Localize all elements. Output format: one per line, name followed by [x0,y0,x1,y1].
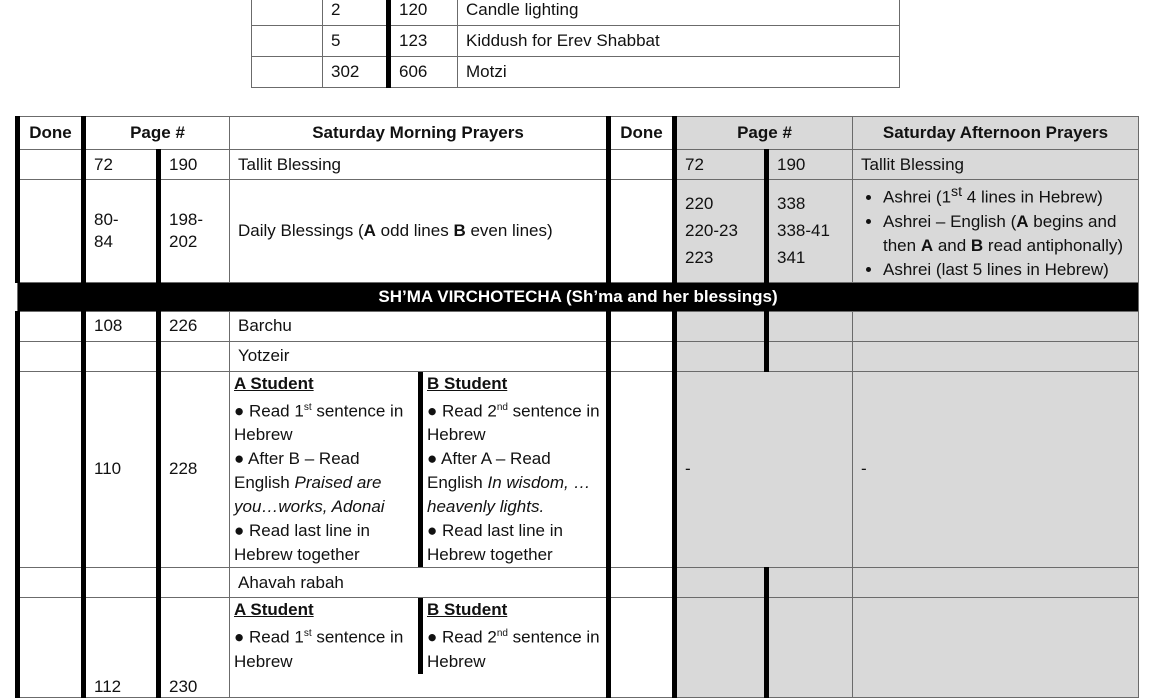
table-row [18,341,1139,371]
done-cell[interactable] [18,598,84,698]
page-cell: 302 [323,57,389,88]
table-row [252,57,900,88]
prayer-name: Yotzeir [230,341,609,371]
a-student-column: A Student ● Read 1st sentence in Hebrew [234,600,404,671]
table-row: 110 228 A Student ● Read 1st sentence in Hebrew ● After B – Read English Praised are you…works, Adonai ● Read last line in Hebrew together B Student ● Read 2nd sentence in Hebrew ● After A – Read English In wisdom, …heavenly lights. ● Read last line in Hebrew together - - [18,371,1139,568]
a-student-column: A Student ● Read 1st sentence in Hebrew ● After B – Read English Praised are you…works, Adonai ● Read last line in Hebrew together [234,373,404,565]
prayer-name: Tallit Blessing [853,150,1139,180]
prayer-name: Kiddush for Erev Shabbat [458,26,900,57]
prayer-name: Ahavah rabah [230,568,609,598]
shabbat-evening-table [251,0,900,88]
page-cell: 606 [389,57,458,88]
prayer-name: Barchu [230,311,609,341]
done-cell[interactable] [18,150,84,180]
b-student-column: B Student ● Read 2nd sentence in Hebrew [418,598,606,674]
done-cell[interactable] [18,311,84,341]
table-row: 108 226 Barchu [18,311,1139,341]
morning-header: Saturday Morning Prayers [230,117,609,150]
student-instructions [230,598,609,698]
done-header: Done [18,117,84,150]
b-student-column: B Student ● Read 2nd sentence in Hebrew ● After A – Read English In wisdom, …heavenly lights. ● Read last line in Hebrew together [418,372,606,568]
table-row [252,26,900,57]
done-cell[interactable] [18,341,84,371]
section-banner [18,282,1139,311]
done-cell[interactable] [18,371,84,568]
student-instructions [230,371,609,568]
table-row: 80- 84 198- 202 Daily Blessings (A odd lines B even lines) 220 220-23 223 338 338-41 341 • Ashrei (1st 4 lines in Hebrew) • Ashrei – English (A begins and then A and B read antiphonally) • Ashrei (last 5 lines in Hebrew) [18,180,1139,283]
ashrei-list: • Ashrei (1st 4 lines in Hebrew) • Ashrei – English (A begins and then A and B read antiphonally) • Ashrei (last 5 lines in Hebrew) [853,180,1139,283]
section-title: SH’MA VIRCHOTECHA (Sh’ma and her blessings) [18,282,1139,311]
table-row [18,568,1139,598]
page-cell: 5 [323,26,389,57]
page-header: Page # [84,117,230,150]
done-cell[interactable] [609,150,675,180]
prayer-name: Motzi [458,57,900,88]
done-cell[interactable] [609,568,675,598]
header-row [18,117,1139,150]
done-cell[interactable] [609,341,675,371]
done-cell[interactable] [609,598,675,698]
prayer-name: Daily Blessings (A odd lines B even lines) [230,180,609,283]
done-cell[interactable] [18,568,84,598]
done-cell[interactable] [609,180,675,283]
prayer-name: Tallit Blessing [230,150,609,180]
page-header-afternoon: Page # [675,117,853,150]
page-cell: 2 [323,0,389,26]
page-cell: 120 [389,0,458,26]
table-row [252,0,900,26]
done-cell[interactable] [609,311,675,341]
done-cell[interactable] [18,180,84,283]
done-cell[interactable] [609,371,675,568]
prayer-name: Candle lighting [458,0,900,26]
afternoon-header: Saturday Afternoon Prayers [853,117,1139,150]
done-header-afternoon: Done [609,117,675,150]
table-row: 72 190 Tallit Blessing 72 190 Tallit Blessing [18,150,1139,180]
saturday-prayers-table [15,116,1139,698]
page-cell: 123 [389,26,458,57]
table-row: 112 230 A Student ● Read 1st sentence in Hebrew B Student ● Read 2nd sentence in Hebrew [18,598,1139,698]
